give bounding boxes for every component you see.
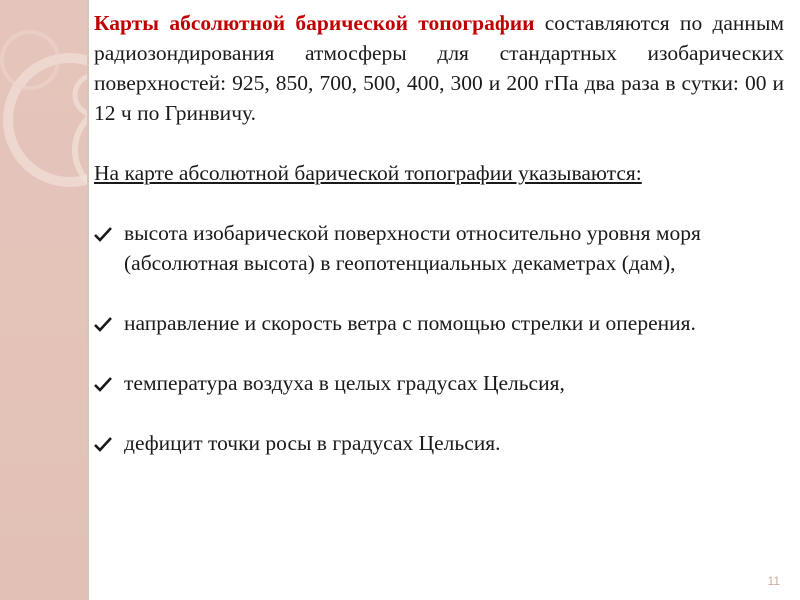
intro-paragraph: [94, 8, 784, 128]
bullet-item: [94, 218, 784, 278]
bullet-text: дефицит точки росы в градусах Цельсия.: [124, 431, 501, 455]
intro-text: составляются по данным радиозондирования атмосферы для стандартных изобарических поверхностей: 925, 850, 700, 500, 400, 300 и 200 гПа два раза в сутки: 00 и 12 ч по Гринвичу.: [94, 11, 784, 125]
bullet-list: [94, 218, 784, 458]
highlighted-term: Карты абсолютной барической топографии: [94, 11, 535, 35]
side-divider: [87, 0, 89, 600]
page-number: 11: [767, 574, 780, 588]
checkmark-icon: [94, 226, 112, 242]
bullet-text: температура воздуха в целых градусах Цельсия,: [124, 371, 565, 395]
bullet-item: [94, 368, 784, 398]
checkmark-icon: [94, 376, 112, 392]
slide-body: [94, 8, 784, 458]
decorative-side-panel: [0, 0, 87, 600]
bullet-text: высота изобарической поверхности относительно уровня моря (абсолютная высота) в геопотенциальных декаметрах (дам),: [124, 221, 701, 275]
decorative-rings: [0, 0, 87, 600]
bullet-item: [94, 428, 784, 458]
bullet-item: [94, 308, 784, 338]
bullet-text: направление и скорость ветра с помощью стрелки и оперения.: [124, 311, 696, 335]
checkmark-icon: [94, 316, 112, 332]
subheading: На карте абсолютной барической топографии указываются:: [94, 161, 642, 185]
checkmark-icon: [94, 436, 112, 452]
